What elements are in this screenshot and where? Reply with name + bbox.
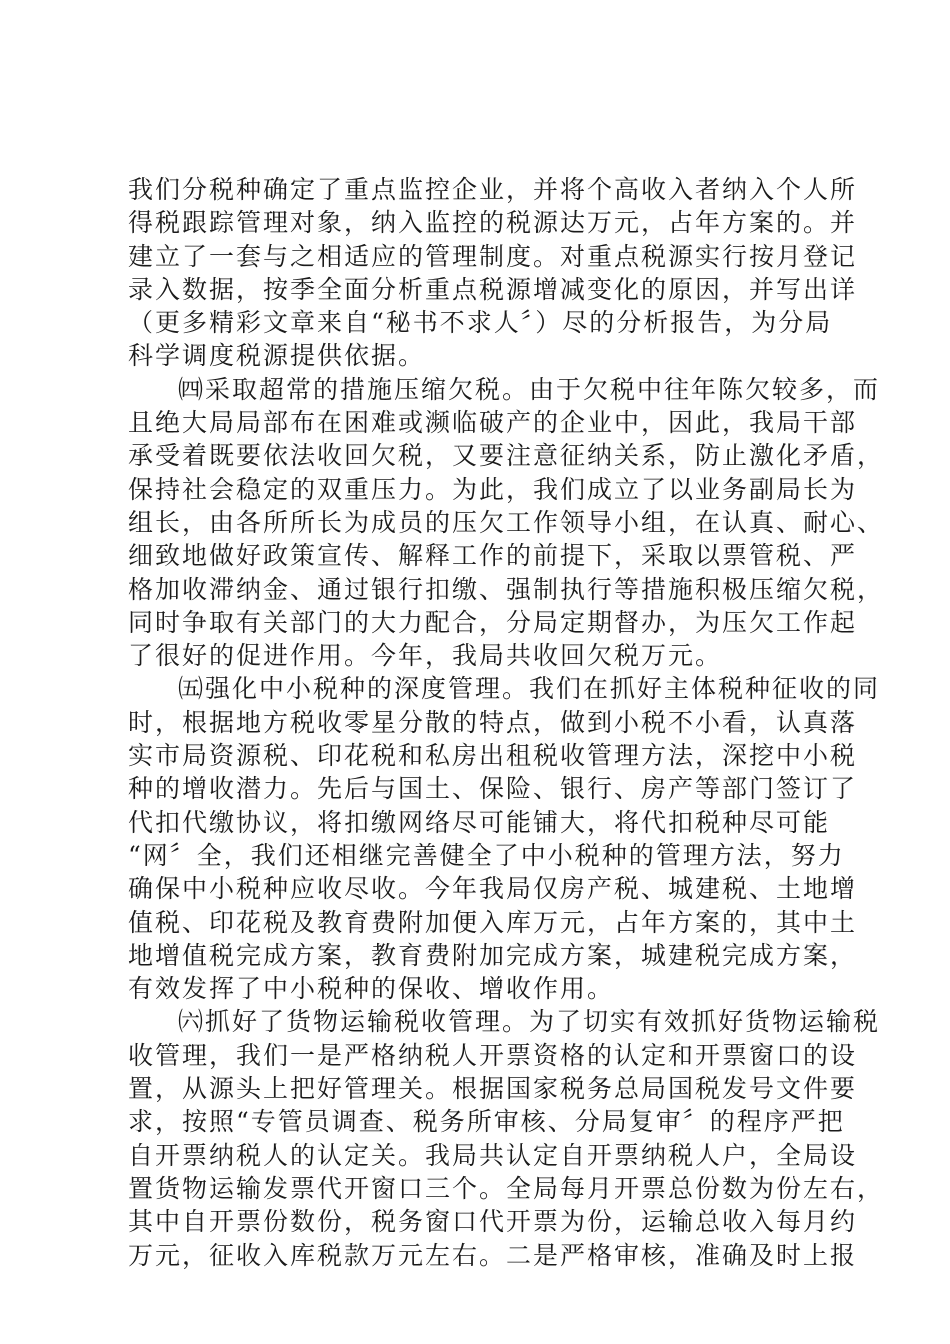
text-line: 得税跟踪管理对象，纳入监控的税源达万元，占年方案的。并	[128, 208, 858, 238]
text-line: 求，按照“专管员调查、税务所审核、分局复审〞的程序严把	[128, 1107, 845, 1137]
text-line: 格加收滞纳金、通过银行扣缴、强制执行等措施积极压缩欠税，	[128, 574, 885, 604]
body-text	[128, 173, 885, 1272]
text-line: 了很好的促进作用。今年，我局共收回欠税万元。	[128, 641, 723, 671]
paragraph-heading-4: ㈣采取超常的措施压缩欠税。由于欠税中往年陈欠较多，而	[178, 374, 881, 404]
text-line: 收管理，我们一是严格纳税人开票资格的认定和开票窗口的设	[128, 1040, 858, 1070]
text-line: 同时争取有关部门的大力配合，分局定期督办，为压欠工作起	[128, 607, 858, 637]
text-line: 建立了一套与之相适应的管理制度。对重点税源实行按月登记	[128, 241, 858, 271]
text-line: 科学调度税源提供依据。	[128, 341, 426, 371]
text-line: 确保中小税种应收尽收。今年我局仅房产税、城建税、土地增	[128, 874, 858, 904]
text-line: “网〞全，我们还相继完善健全了中小税种的管理方法，努力	[128, 840, 845, 870]
text-line: 我们分税种确定了重点监控企业，并将个高收入者纳入个人所	[128, 175, 858, 204]
text-line: 时，根据地方税收零星分散的特点，做到小税不小看，认真落	[128, 707, 858, 737]
text-line: 有效发挥了中小税种的保收、增收作用。	[128, 974, 615, 1004]
text-line: 其中自开票份数份，税务窗口代开票为份，运输总收入每月约	[128, 1207, 858, 1237]
text-line: 承受着既要依法收回欠税，又要注意征纳关系，防止激化矛盾，	[128, 441, 885, 471]
text-line: 实市局资源税、印花税和私房出租税收管理方法，深挖中小税	[128, 741, 858, 771]
text-line: 组长，由各所所长为成员的压欠工作领导小组，在认真、耐心、	[128, 507, 885, 537]
paragraph-heading-6: ㈥抓好了货物运输税收管理。为了切实有效抓好货物运输税	[178, 1007, 881, 1037]
text-line: 地增值税完成方案，教育费附加完成方案，城建税完成方案，	[128, 940, 858, 970]
text-line: 值税、印花税及教育费附加便入库万元，占年方案的，其中土	[128, 907, 858, 937]
text-line: 录入数据，按季全面分析重点税源增减变化的原因，并写出详	[128, 274, 858, 304]
text-line: 保持社会稳定的双重压力。为此，我们成立了以业务副局长为	[128, 474, 858, 504]
text-line: 细致地做好政策宣传、解释工作的前提下，采取以票管税、严	[128, 541, 858, 571]
text-line: 种的增收潜力。先后与国土、保险、银行、房产等部门签订了	[128, 774, 858, 804]
text-line: 自开票纳税人的认定关。我局共认定自开票纳税人户，全局设	[128, 1140, 858, 1170]
text-line: 万元，征收入库税款万元左右。二是严格审核，准确及时上报	[128, 1240, 858, 1270]
text-line: 置，从源头上把好管理关。根据国家税务总局国税发号文件要	[128, 1074, 858, 1104]
text-line: （更多精彩文章来自“秘书不求人〞）尽的分析报告，为分局	[128, 308, 833, 338]
paragraph-heading-5: ㈤强化中小税种的深度管理。我们在抓好主体税种征收的同	[178, 674, 881, 704]
text-line: 且绝大局局部布在困难或濒临破产的企业中，因此，我局干部	[128, 408, 858, 438]
text-line: 代扣代缴协议，将扣缴网络尽可能铺大，将代扣税种尽可能	[128, 807, 831, 837]
text-line: 置货物运输发票代开窗口三个。全局每月开票总份数为份左右，	[128, 1173, 885, 1203]
